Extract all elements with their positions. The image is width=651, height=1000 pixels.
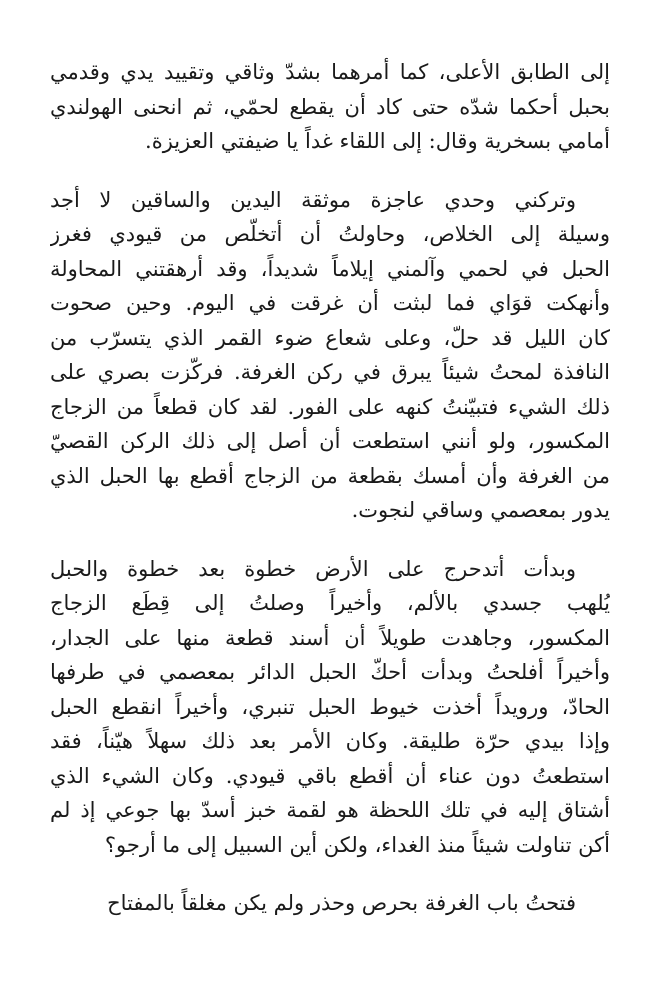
- text-line: فتحتُ باب الغرفة بحرص وحذر ولم يكن مغلقاً بالمفتاح: [107, 891, 576, 915]
- book-page: [50, 55, 610, 921]
- paragraph-3: [50, 552, 610, 863]
- paragraph-1: [50, 55, 610, 159]
- paragraph-4: [50, 886, 610, 921]
- text-line: وأخيراً أفلحتُ وبدأت أحكّ الحبل الدائر بمعصمي في طرفها: [50, 660, 610, 684]
- text-line: استطعتُ دون عناء أن أقطع باقي قيودي. وكان الشيء الذي: [50, 763, 610, 788]
- text-line: إلى الطابق الأعلى، كما أمرهما بشدّ وثاقي وتقييد يدي وقدمي: [50, 60, 610, 84]
- paragraph-2: [50, 183, 610, 528]
- text-line: وبدأت أتدحرج على الأرض خطوة بعد خطوة والحبل: [50, 556, 576, 581]
- text-line: كان الليل قد حلّ، وعلى شعاع ضوء القمر الذي يتسرّب من: [50, 325, 610, 350]
- text-line: ذلك الشيء فتبيّنتُ كنهه على الفور. لقد كان قطعاً من الزجاج: [50, 394, 610, 419]
- text-line: النافذة لمحتُ شيئاً يبرق في ركن الغرفة. فركّزت بصري على: [50, 360, 610, 384]
- text-line: يدور بمعصمي وساقي لنجوت.: [351, 498, 610, 522]
- text-line: وسيلة إلى الخلاص، وحاولتُ أن أتخلّص من قيودي فغرز: [50, 222, 610, 246]
- text-line: الحبل في لحمي وآلمني إيلاماً شديداً، وقد أرهقتني المحاولة: [50, 256, 610, 281]
- text-line: أمامي بسخرية وقال: إلى اللقاء غداً يا ضيفتي العزيزة.: [145, 129, 610, 153]
- paragraph-gap: [50, 159, 610, 183]
- text-line: بحبل أحكما شدّه حتى كاد أن يقطع لحمّي، ثم انحنى الهولندي: [50, 94, 610, 119]
- text-line: وتركني وحدي عاجزة موثقة اليدين والساقين لا أجد: [50, 187, 576, 212]
- text-line: أشتاق إليه في تلك اللحظة هو لقمة خبز أسدّ بها جوعي إذ لم: [50, 798, 610, 822]
- text-line: أكن تناولت شيئاً منذ الغداء، ولكن أين السبيل إلى ما أرجو؟: [104, 832, 610, 857]
- text-line: المكسور، ولو أنني استطعت أن أصل إلى ذلك الركن القصيّ: [50, 429, 610, 453]
- paragraph-gap: [50, 862, 610, 886]
- text-line: المكسور، وجاهدت طويلاً أن أسند قطعة منها على الجدار،: [50, 625, 610, 650]
- text-line: من الغرفة وأن أمسك بقطعة من الزجاج أقطع بها الحبل الذي: [50, 463, 610, 488]
- paragraph-gap: [50, 528, 610, 552]
- text-line: وأنهكت قوَاي فما لبثت أن غرقت في اليوم. وحين صحوت: [50, 291, 610, 315]
- text-line: يُلهب جسدي بالألم، وأخيراً وصلتُ إلى قِطَع الزجاج: [50, 591, 610, 615]
- text-line: الحادّ، ورويداً أخذت خيوط الحبل تنبري، وأخيراً انقطع الحبل: [50, 694, 610, 719]
- text-line: وإذا بيدي حرّة طليقة. وكان الأمر بعد ذلك سهلاً هيّناً، فقد: [50, 729, 610, 753]
